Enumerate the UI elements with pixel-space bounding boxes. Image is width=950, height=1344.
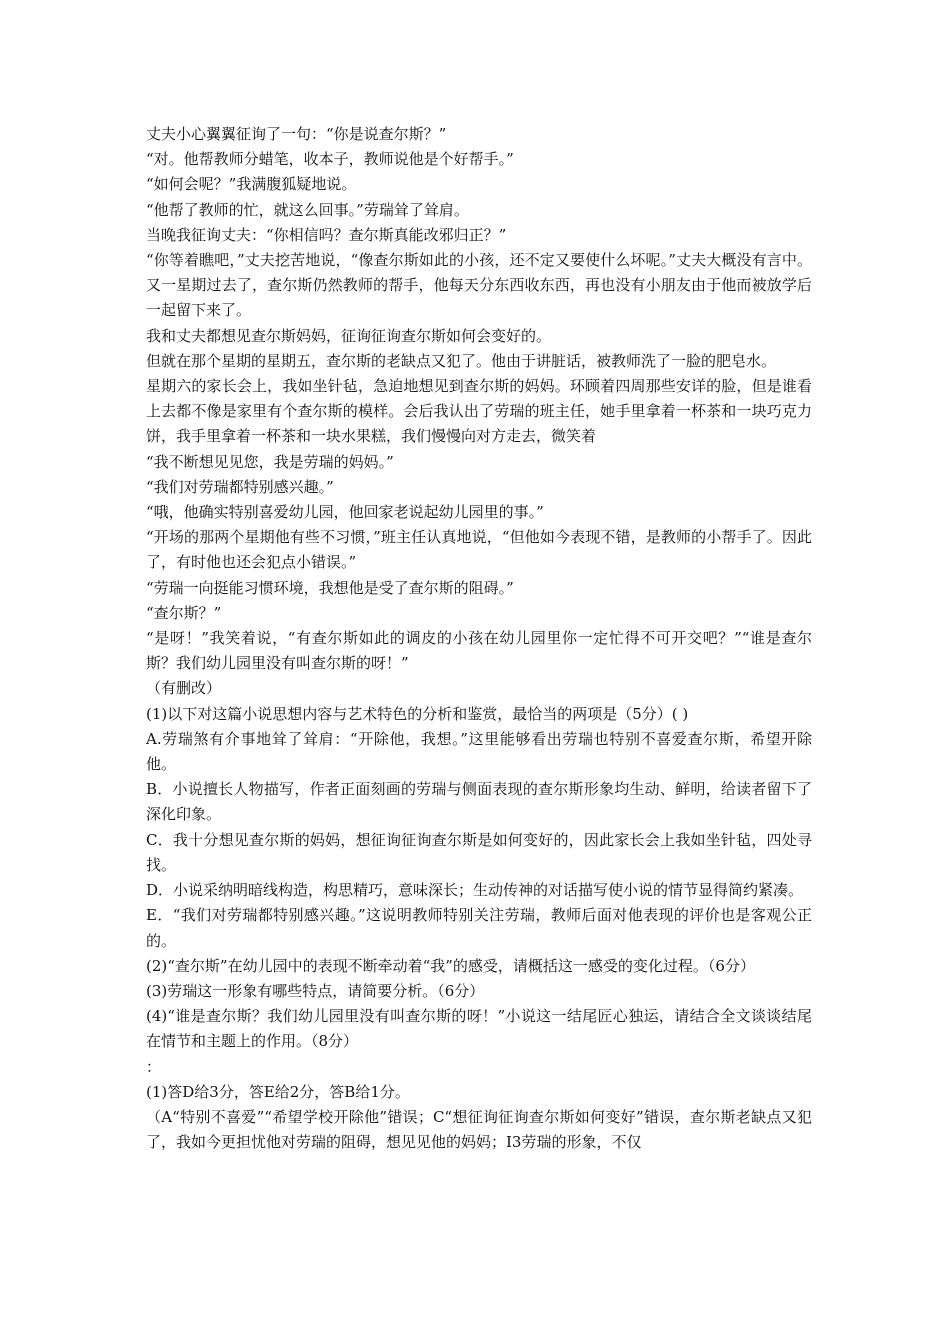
paragraph: 丈夫小心翼翼征询了一句：“你是说查尔斯？” (146, 125, 447, 143)
question-1: (1)以下对这篇小说思想内容与艺术特色的分析和鉴赏，最恰当的两项是（5分）( ) (146, 704, 689, 723)
paragraph: “是呀！”我笑着说，“有查尔斯如此的调皮的小孩在幼儿园里你一定忙得不可开交吧？”“谁是查尔斯？我们幼儿园里没有叫查尔斯的呀！” (146, 629, 812, 673)
document-body (146, 122, 812, 1155)
option-b: B．小说擅长人物描写，作者正面刻画的劳瑞与侧面表现的查尔斯形象均生动、鲜明，给读者留下了深化印象。 (146, 780, 812, 824)
paragraph: 星期六的家长会上，我如坐针毡，急迫地想见到查尔斯的妈妈。环顾着四周那些安详的脸，但是谁看上去都不像是家里有个查尔斯的模样。会后我认出了劳瑞的班主任，她手里拿着一杯茶和一块巧克力饼，我手里拿着一杯茶和一块水果糕，我们慢慢向对方走去，微笑着 (146, 377, 812, 446)
question-2: (2)“查尔斯”在幼儿园中的表现不断牵动着“我”的感受，请概括这一感受的变化过程。（6分） (146, 956, 755, 975)
paragraph: “对。他帮教师分蜡笔，收本子，教师说他是个好帮手。” (146, 150, 514, 169)
paragraph: “我们对劳瑞都特别感兴趣。” (146, 477, 334, 496)
paragraph: “他帮了教师的忙，就这么回事。”劳瑞耸了耸肩。 (146, 200, 469, 219)
answer-1: (1)答D给3分，答E给2分，答B给1分。 (146, 1082, 410, 1101)
paragraph: “如何会呢？”我满腹狐疑地说。 (146, 175, 357, 194)
answer-heading: ： (146, 1057, 162, 1076)
paragraph: “哦，他确实特别喜爱幼儿园，他回家老说起幼儿园里的事。” (146, 503, 544, 522)
paragraph: “你等着瞧吧，”丈夫挖苦地说，“像查尔斯如此的小孩，还不定又要使什么坏呢。”丈夫大概没有言中。又一星期过去了，查尔斯仍然教师的帮手，他每天分东西收东西，再也没有小朋友由于他而被放学后一起留下来了。 (146, 251, 812, 320)
source-note: （有删改） (146, 679, 222, 698)
paragraph: 我和丈夫都想见查尔斯妈妈，征询征询查尔斯如何会变好的。 (146, 326, 552, 345)
question-3: (3)劳瑞这一形象有哪些特点，请简要分析。（6分） (146, 981, 485, 1000)
paragraph: “劳瑞一向挺能习惯环境，我想他是受了查尔斯的阻碍。” (146, 578, 514, 597)
option-d: D．小说采纳明暗线构造，构思精巧，意味深长；生动传神的对话描写使小说的情节显得简约紧凑。 (146, 881, 804, 900)
paragraph: “我不断想见见您，我是劳瑞的妈妈。” (146, 452, 394, 471)
option-c: C．我十分想见查尔斯的妈妈，想征询征询查尔斯是如何变好的，因此家长会上我如坐针毡，四处寻找。 (146, 830, 812, 874)
paragraph: 当晚我征询丈夫：“你相信吗？查尔斯真能改邪归正？” (146, 225, 507, 244)
paragraph: 但就在那个星期的星期五，查尔斯的老缺点又犯了。他由于讲脏话，被教师洗了一脸的肥皂水。 (146, 351, 777, 370)
option-e: E．“我们对劳瑞都特别感兴趣。”这说明教师特别关注劳瑞，教师后面对他表现的评价也是客观公正的。 (146, 906, 812, 950)
answer-explanation: （A“特别不喜爱”“希望学校开除他”错误；C“想征询征询查尔斯如何变好”错误，查尔斯老缺点又犯了，我如今更担忧他对劳瑞的阻碍，想见见他的妈妈；I3劳瑞的形象，不仅 (146, 1107, 812, 1152)
question-4: (4)“谁是查尔斯？我们幼儿园里没有叫查尔斯的呀！”小说这一结尾匠心独运，请结合全文谈谈结尾在情节和主题上的作用。（8分） (146, 1007, 812, 1051)
paragraph: “查尔斯？” (146, 603, 222, 622)
option-a: A.劳瑞煞有介事地耸了耸肩：“开除他，我想。”这里能够看出劳瑞也特别不喜爱查尔斯，希望开除他。 (146, 729, 812, 774)
paragraph: “开场的那两个星期他有些不习惯，”班主任认真地说，“但他如今表现不错，是教师的小帮手了。因此了，有时他也还会犯点小错误。” (146, 528, 812, 572)
